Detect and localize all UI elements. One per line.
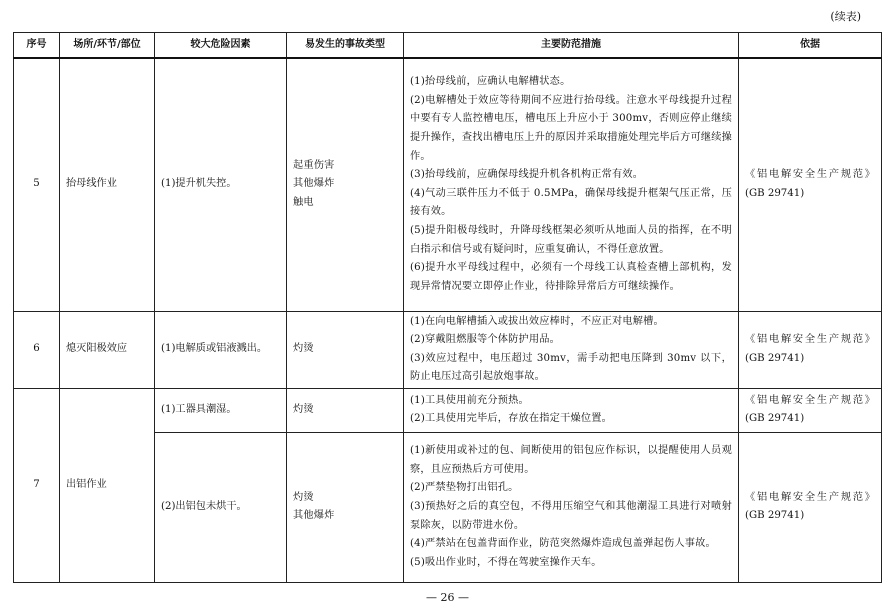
measure-item: (2)工具使用完毕后，存放在指定干燥位置。 bbox=[410, 413, 613, 425]
accident-type: 起重伤害 bbox=[293, 159, 335, 171]
row-accidents bbox=[287, 311, 404, 388]
table-row bbox=[14, 311, 882, 388]
measure-item: (1)新使用或补过的包、间断使用的铝包应作标识，以提醒使用人员观察，且应预热后方可使用。 bbox=[410, 445, 732, 475]
row-basis: 《铝电解安全生产规范》(GB 29741) bbox=[739, 388, 882, 432]
table-row bbox=[14, 58, 882, 311]
row-place: 出铝作业 bbox=[60, 388, 155, 582]
measure-item: (2)电解槽处于效应等待期间不应进行抬母线。注意水平母线提升过程中要有专人监控槽电压，槽电压上升应小于 300mv，否则应停止继续提升操作，查找出槽电压上升的原因并采取措施处理完毕后方可继续操作。 bbox=[410, 94, 733, 162]
measure-item: (3)抬母线前，应确保母线提升机各机构正常有效。 bbox=[410, 169, 644, 181]
header-place: 场所/环节/部位 bbox=[60, 33, 155, 59]
row-number: 5 bbox=[14, 58, 60, 311]
accident-type: 灼烫 bbox=[293, 343, 314, 355]
row-accidents bbox=[287, 432, 404, 582]
row-measures bbox=[404, 432, 739, 582]
row-factor: (1)工器具潮湿。 bbox=[155, 388, 287, 432]
row-basis: 《铝电解安全生产规范》(GB 29741) bbox=[739, 432, 882, 582]
measure-item: (4)严禁站在包盖背面作业，防范突然爆炸造成包盖弹起伤人事故。 bbox=[410, 538, 716, 550]
accident-type: 灼烫 bbox=[293, 404, 314, 416]
accident-type: 其他爆炸 bbox=[293, 510, 335, 522]
row-place: 抬母线作业 bbox=[60, 58, 155, 311]
measure-item: (1)抬母线前，应确认电解槽状态。 bbox=[410, 76, 571, 88]
row-accidents bbox=[287, 58, 404, 311]
measure-item: (1)工具使用前充分预热。 bbox=[410, 394, 529, 406]
row-accidents bbox=[287, 388, 404, 432]
row-number: 6 bbox=[14, 311, 60, 388]
row-measures bbox=[404, 388, 739, 432]
row-factor: (1)电解质或铝液溅出。 bbox=[155, 311, 287, 388]
table-row bbox=[14, 388, 882, 432]
header-factor: 较大危险因素 bbox=[155, 33, 287, 59]
row-basis: 《铝电解安全生产规范》(GB 29741) bbox=[739, 58, 882, 311]
accident-type: 灼烫 bbox=[293, 491, 314, 503]
table-header-row bbox=[14, 33, 882, 59]
row-factor: (1)提升机失控。 bbox=[155, 58, 287, 311]
measure-item: (5)提升阳极母线时，升降母线框架必须听从地面人员的指挥，在不明白指示和信号或有疑问时，应重复确认，不得任意放置。 bbox=[410, 224, 732, 255]
header-basis: 依据 bbox=[739, 33, 882, 59]
accident-type: 其他爆炸 bbox=[293, 178, 335, 190]
row-place: 熄灭阳极效应 bbox=[60, 311, 155, 388]
page-number: — 26 — bbox=[426, 591, 469, 604]
header-measures: 主要防范措施 bbox=[404, 33, 739, 59]
measure-item: (2)严禁垫物打出铝孔。 bbox=[410, 482, 519, 494]
safety-table bbox=[13, 32, 882, 583]
row-basis: 《铝电解安全生产规范》(GB 29741) bbox=[739, 311, 882, 388]
measure-item: (4)气动三联件压力不低于 0.5MPa，确保母线提升框架气压正常，压接有效。 bbox=[410, 187, 732, 218]
row-measures bbox=[404, 311, 739, 388]
measure-item: (3)预热好之后的真空包，不得用压缩空气和其他潮湿工具进行对喷射泵除灰，以防带进水份。 bbox=[410, 501, 732, 531]
measure-item: (6)提升水平母线过程中，必须有一个母线工认真检查槽上部机构，发现异常情况要立即停止作业，待排除异常后方可继续操作。 bbox=[410, 262, 732, 292]
header-no: 序号 bbox=[14, 33, 60, 59]
measure-item: (2)穿戴阻燃服等个体防护用品。 bbox=[410, 334, 561, 346]
accident-type: 触电 bbox=[293, 197, 314, 209]
measure-item: (1)在向电解槽插入或拔出效应棒时，不应正对电解槽。 bbox=[410, 315, 664, 327]
row-measures bbox=[404, 58, 739, 311]
row-factor: (2)出铝包未烘干。 bbox=[155, 432, 287, 582]
header-accident-type: 易发生的事故类型 bbox=[287, 33, 404, 59]
row-number: 7 bbox=[14, 388, 60, 582]
measure-item: (5)吸出作业时，不得在驾驶室操作天车。 bbox=[410, 556, 602, 568]
continued-label: (续表) bbox=[830, 10, 861, 23]
measure-item: (3)效应过程中，电压超过 30mv，需手动把电压降到 30mv 以下，防止电压过高引起放炮事故。 bbox=[410, 352, 732, 383]
